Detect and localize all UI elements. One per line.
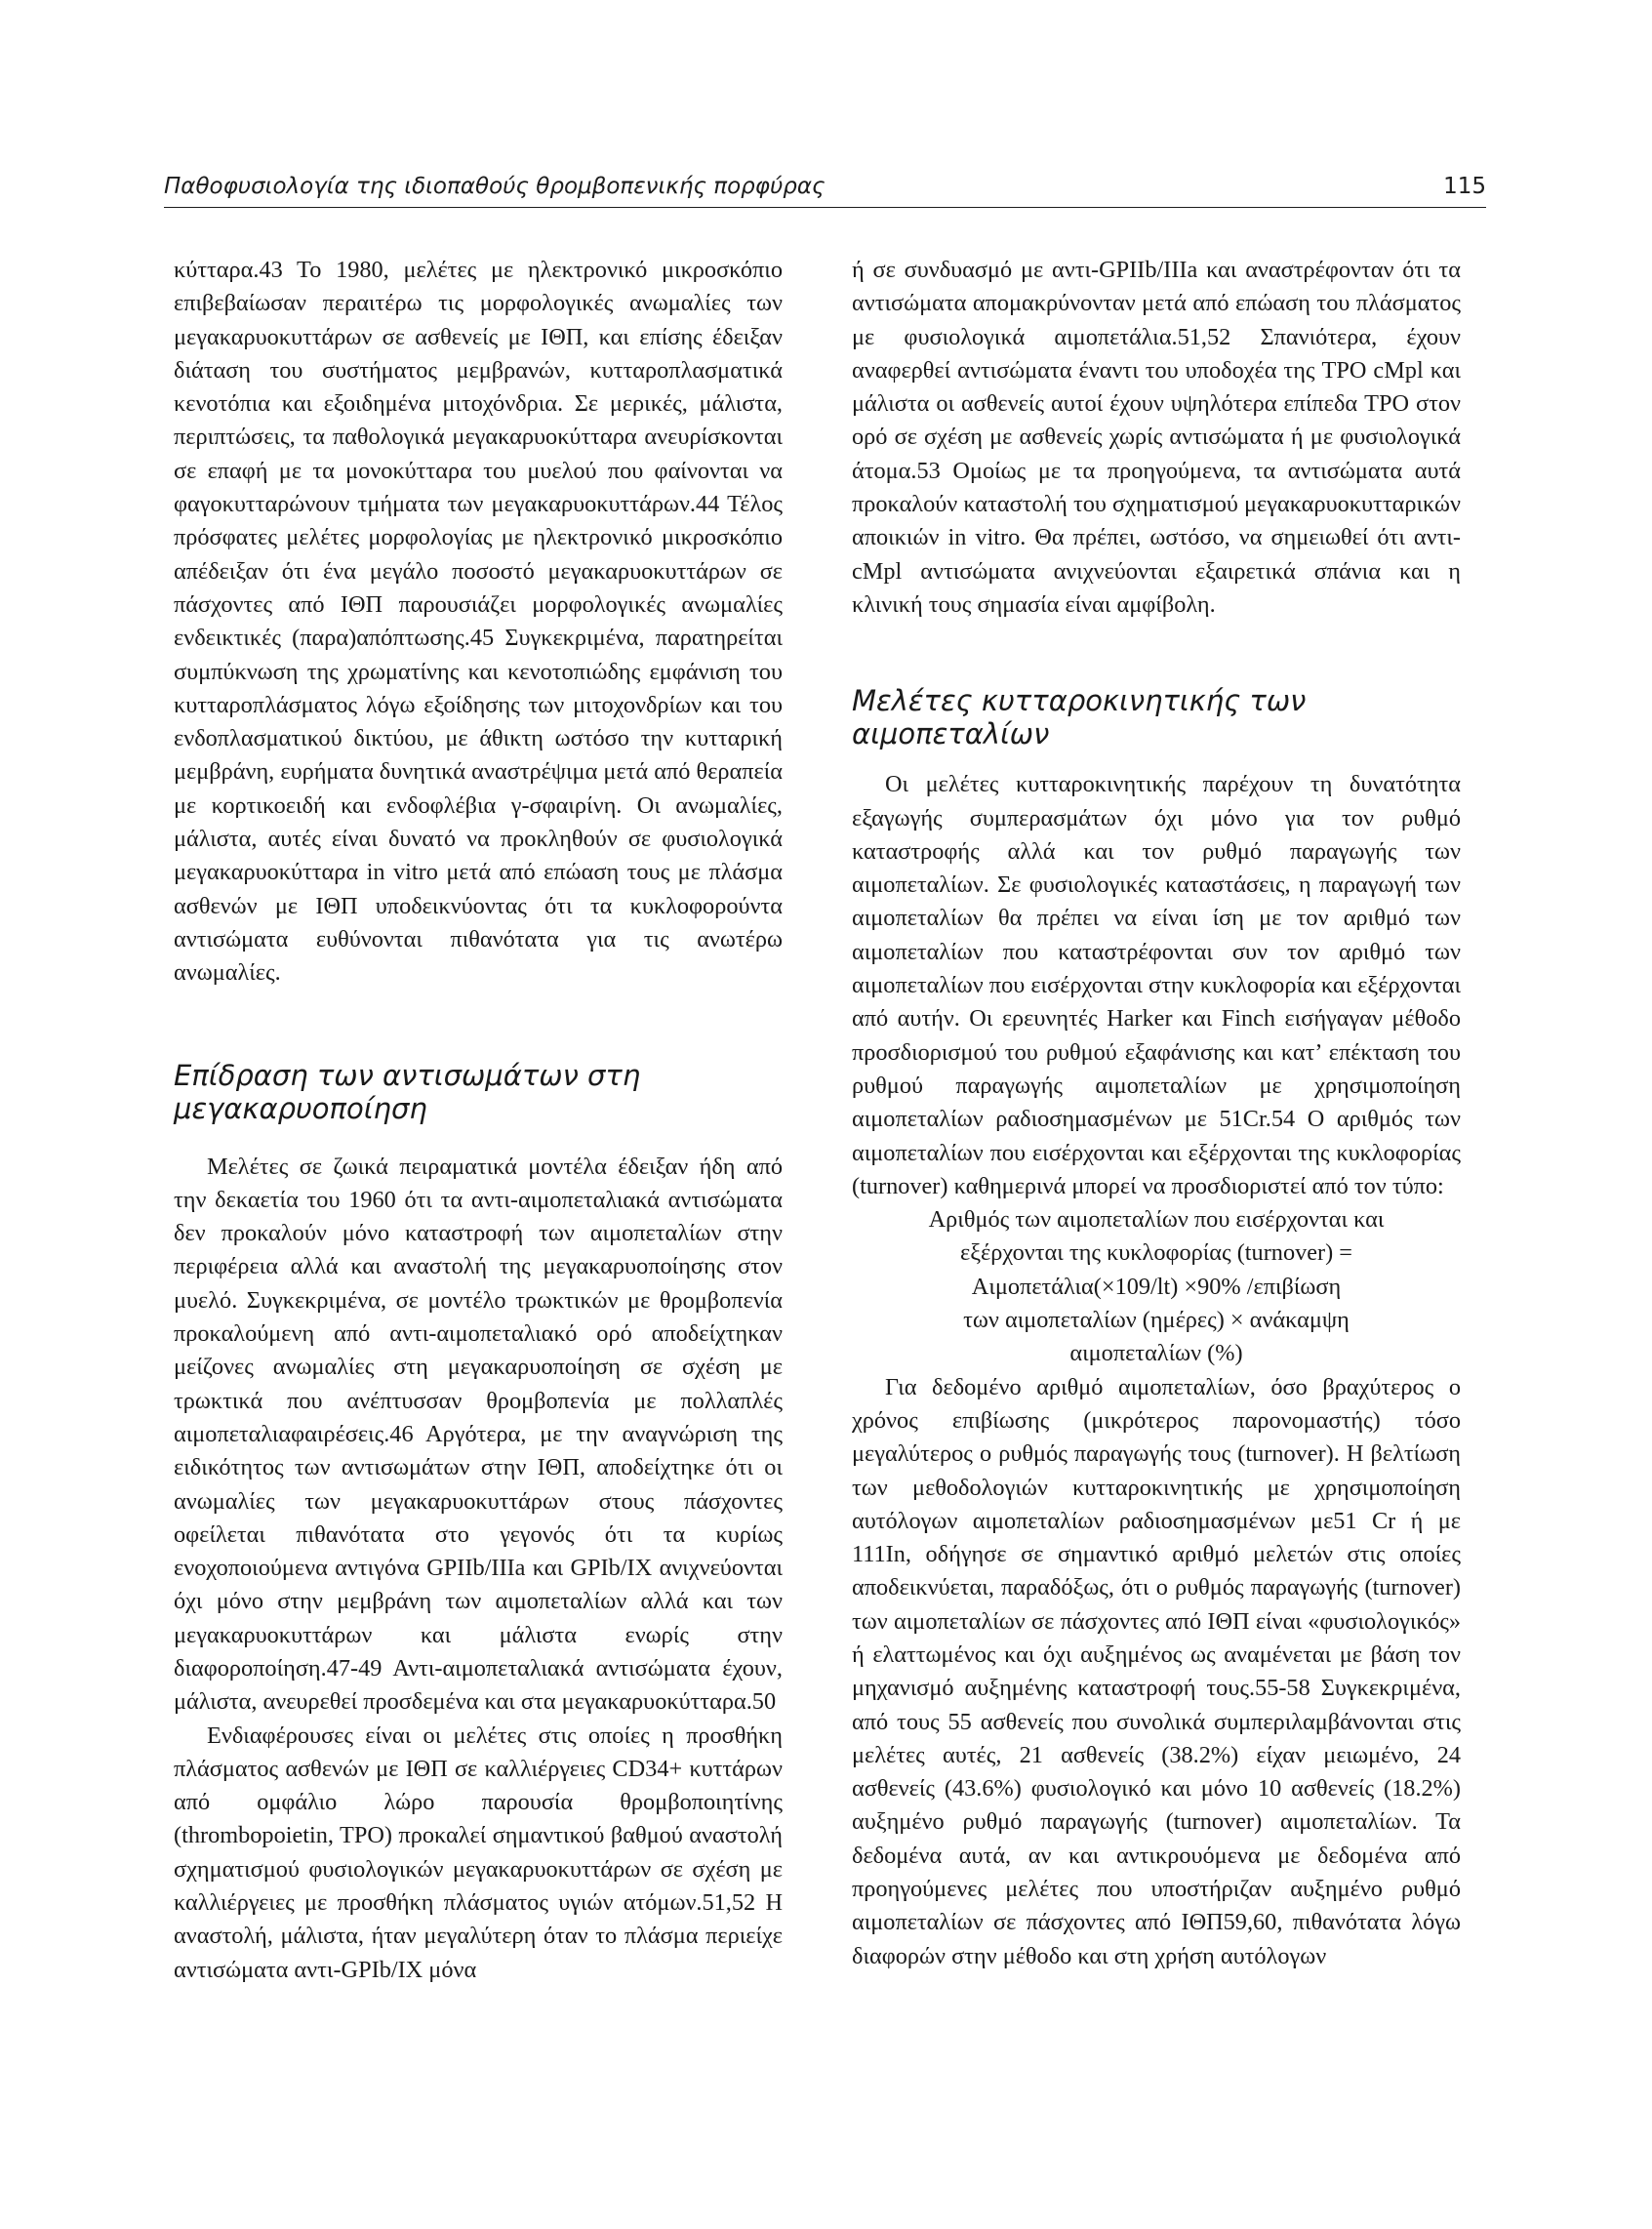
running-header: [164, 174, 1486, 207]
header-rule: [164, 207, 1486, 208]
right-paragraph-1: ή σε συνδυασμό με αντι-GPIIb/IIIa και αναστρέφονταν ότι τα αντισώματα απομακρύνονταν μετά από επώαση του πλάσματος με φυσιολογικά αιμοπετάλια.51,52 Σπανιότερα, έχουν αναφερθεί αντισώματα έναντι του υποδοχέα της TPO cMpl και μάλιστα οι ασθενείς αυτοί έχουν υψηλότερα επίπεδα TPO στον ορό σε σχέση με ασθενείς χωρίς αντισώματα ή με φυσιολογικά άτομα.53 Ομοίως με τα προηγούμενα, τα αντισώματα αυτά προκαλούν καταστολή του σχηματισμού μεγακαρυοκυτταρικών αποικιών in vitro. Θα πρέπει, ωστόσο, να σημειωθεί ότι αντι-cMpl αντισώματα ανιχνεύονται εξαιρετικά σπάνια και η κλινική τους σημασία είναι αμφίβολη.: [852, 257, 1461, 618]
left-paragraph-3: Ενδιαφέρουσες είναι οι μελέτες στις οποίες η προσθήκη πλάσματος ασθενών με ΙΘΠ σε καλλιέργειες CD34+ κυττάρων από ομφάλιο λώρο παρουσία θρομβοποιητίνης (thrombopoietin, TPO) προκαλεί σημαντικού βαθμού αναστολή σχηματισμού φυσιολογικών μεγακαρυοκυττάρων σε σχέση με καλλιέργειες με προσθήκη πλάσματος υγιών ατόμων.51,52 Η αναστολή, μάλιστα, ήταν μεγαλύτερη όταν το πλάσμα περιείχε αντισώματα αντι-GPIb/IX μόνα: [174, 1722, 783, 1983]
page-number: 115: [1443, 174, 1486, 199]
right-paragraph-3: Για δεδομένο αριθμό αιμοπεταλίων, όσο βραχύτερος ο χρόνος επιβίωσης (μικρότερος παρονομαστής) τόσο μεγαλύτερος ο ρυθμός παραγωγής τους (turnover). Η βελτίωση των μεθοδολογιών κυτταροκινητικής με χρησιμοποίηση αυτόλογων αιμοπεταλίων ραδιοσημασμένων με51 Cr ή με 111In, οδήγησε σε σημαντικό αριθμό μελετών στις οποίες αποδεικνύεται, παραδόξως, ότι ο ρυθμός παραγωγής (turnover) των αιμοπεταλίων σε πάσχοντες από ΙΘΠ είναι «φυσιολογικός» ή ελαττωμένος και όχι αυξημένος ως αναμένεται με βάση τον μηχανισμό αυξημένης καταστροφή τους.55-58 Συγκεκριμένα, από τους 55 ασθενείς που συνολικά συμπεριλαμβάνονται στις μελέτες αυτές, 21 ασθενείς (38.2%) είχαν μειωμένο, 24 ασθενείς (43.6%) φυσιολογικό και μόνο 10 ασθενείς (18.2%) αυξημένο ρυθμό παραγωγής (turnover) αιμοπεταλίων. Τα δεδομένα αυτά, αν και αντικρουόμενα με δεδομένα από προηγούμενες μελέτες που υποστήριζαν αυξημένο ρυθμό αιμοπεταλίων σε πάσχοντες από ΙΘΠ59,60, πιθανότατα λόγω διαφορών στην μέθοδο και στη χρήση αυτόλογων: [852, 1373, 1461, 1969]
formula-line: των αιμοπεταλίων (ημέρες) × ανάκαμψη: [963, 1307, 1350, 1334]
section-heading-kinetics: Μελέτες κυτταροκινητικής των αιμοπεταλίων: [852, 684, 1307, 751]
section-heading-antibodies: Επίδραση των αντισωμάτων στη μεγακαρυοποίηση: [174, 1058, 641, 1125]
formula-line: Αιμοπετάλια(×109/lt) ×90% /επιβίωση: [971, 1273, 1342, 1300]
turnover-formula: [852, 1203, 1461, 1370]
left-column: [174, 254, 783, 1987]
left-paragraph-1: κύτταρα.43 Το 1980, μελέτες με ηλεκτρονικό μικροσκόπιο επιβεβαίωσαν περαιτέρω τις μορφολογικές ανωμαλίες των μεγακαρυοκυττάρων σε ασθενείς με ΙΘΠ, και επίσης έδειξαν διάταση του συστήματος μεμβρανών, κυτταροπλασματικά κενοτόπια και εξοιδημένα μιτοχόνδρια. Σε μερικές, μάλιστα, περιπτώσεις, τα παθολογικά μεγακαρυοκύτταρα ανευρίσκονται σε επαφή με τα μονοκύτταρα του μυελού που φαίνονται να φαγοκυτταρώνουν τμήματα των μεγακαρυοκυττάρων.44 Τέλος πρόσφατες μελέτες μορφολογίας με ηλεκτρονικό μικροσκόπιο απέδειξαν ότι ένα μεγάλο ποσοστό μεγακαρυοκυττάρων σε πάσχοντες από ΙΘΠ παρουσιάζει μορφολογικές ανωμαλίες ενδεικτικές (παρα)απόπτωσης.45 Συγκεκριμένα, παρατηρείται συμπύκνωση της χρωματίνης και κενοτοπιώδης εμφάνιση του κυτταροπλάσματος λόγω εξοίδησης των μιτοχονδρίων και του ενδοπλασματικού δικτύου, με άθικτη ωστόσο την κυτταρική μεμβράνη, ευρήματα δυνητικά αναστρέψιμα μετά από θεραπεία με κορτικοειδή και ενδοφλέβια γ-σφαιρίνη. Οι ανωμαλίες, μάλιστα, αυτές είναι δυνατό να προκληθούν σε φυσιολογικά μεγακαρυοκύτταρα in vitro μετά από επώαση τους με πλάσμα ασθενών με ΙΘΠ υποδεικνύοντας ότι τα κυκλοφορούντα αντισώματα ευθύνονται πιθανότατα για τις ανωτέρω ανωμαλίες.: [174, 257, 783, 987]
left-paragraph-2: Μελέτες σε ζωικά πειραματικά μοντέλα έδειξαν ήδη από την δεκαετία του 1960 ότι τα αντι-αιμοπεταλιακά αντισώματα δεν προκαλούν μόνο καταστροφή των αιμοπεταλίων στην περιφέρεια αλλά και αναστολή της μεγακαρυοποίησης στον μυελό. Συγκεκριμένα, σε μοντέλο τρωκτικών με θρομβοπενία προκαλούμενη από αντι-αιμοπεταλιακό ορό αποδείχτηκαν μείζονες ανωμαλίες στη μεγακαρυοποίηση σε σχέση με τρωκτικά που ανέπτυσσαν θρομβοπενία με πολλαπλές αιμοπεταλιαφαιρέσεις.46 Αργότερα, με την αναγνώριση της ειδικότητος των αντισωμάτων στην ΙΘΠ, αποδείχτηκε ότι οι ανωμαλίες των μεγακαρυοκυττάρων στους πάσχοντες οφείλεται πιθανότατα στο γεγονός ότι τα κυρίως ενοχοποιούμενα αντιγόνα GPIIb/IIIa και GPIb/IX ανιχνεύονται όχι μόνο στην μεμβράνη των αιμοπεταλίων αλλά και των μεγακαρυοκυττάρων και μάλιστα ενωρίς στην διαφοροποίηση.47-49 Αντι-αιμοπεταλιακά αντισώματα έχουν, μάλιστα, ανευρεθεί προσδεμένα και στα μεγακαρυοκύτταρα.50: [174, 1153, 783, 1716]
right-paragraph-2: Οι μελέτες κυτταροκινητικής παρέχουν τη δυνατότητα εξαγωγής συμπερασμάτων όχι μόνο για τον ρυθμό καταστροφής αλλά και τον ρυθμό παραγωγής των αιμοπεταλίων. Σε φυσιολογικές καταστάσεις, η παραγωγή των αιμοπεταλίων θα πρέπει να είναι ίση με τον αριθμό των αιμοπεταλίων που καταστρέφονται συν τον αριθμό των αιμοπεταλίων που εισέρχονται στην κυκλοφορία και εξέρχονται από αυτήν. Οι ερευνητές Harker και Finch εισήγαγαν μέθοδο προσδιορισμού του ρυθμού εξαφάνισης και κατ’ επέκταση του ρυθμού παραγωγής αιμοπεταλίων με χρησιμοποίηση αιμοπεταλίων ραδιοσημασμένων με 51Cr.54 Ο αριθμός των αιμοπεταλίων που εισέρχονται και εξέρχονται της κυκλοφορίας (turnover) καθημερινά μπορεί να προσδιοριστεί από τον τύπο:: [852, 771, 1461, 1199]
formula-line: Αριθμός των αιμοπεταλίων που εισέρχονται και: [928, 1206, 1385, 1234]
running-title: Παθοφυσιολογία της ιδιοπαθούς θρομβοπενικής πορφύρας: [164, 174, 826, 199]
formula-line: εξέρχονται της κυκλοφορίας (turnover) =: [960, 1239, 1352, 1267]
formula-line: αιμοπεταλίων (%): [1069, 1340, 1243, 1367]
right-column: [852, 254, 1461, 1973]
